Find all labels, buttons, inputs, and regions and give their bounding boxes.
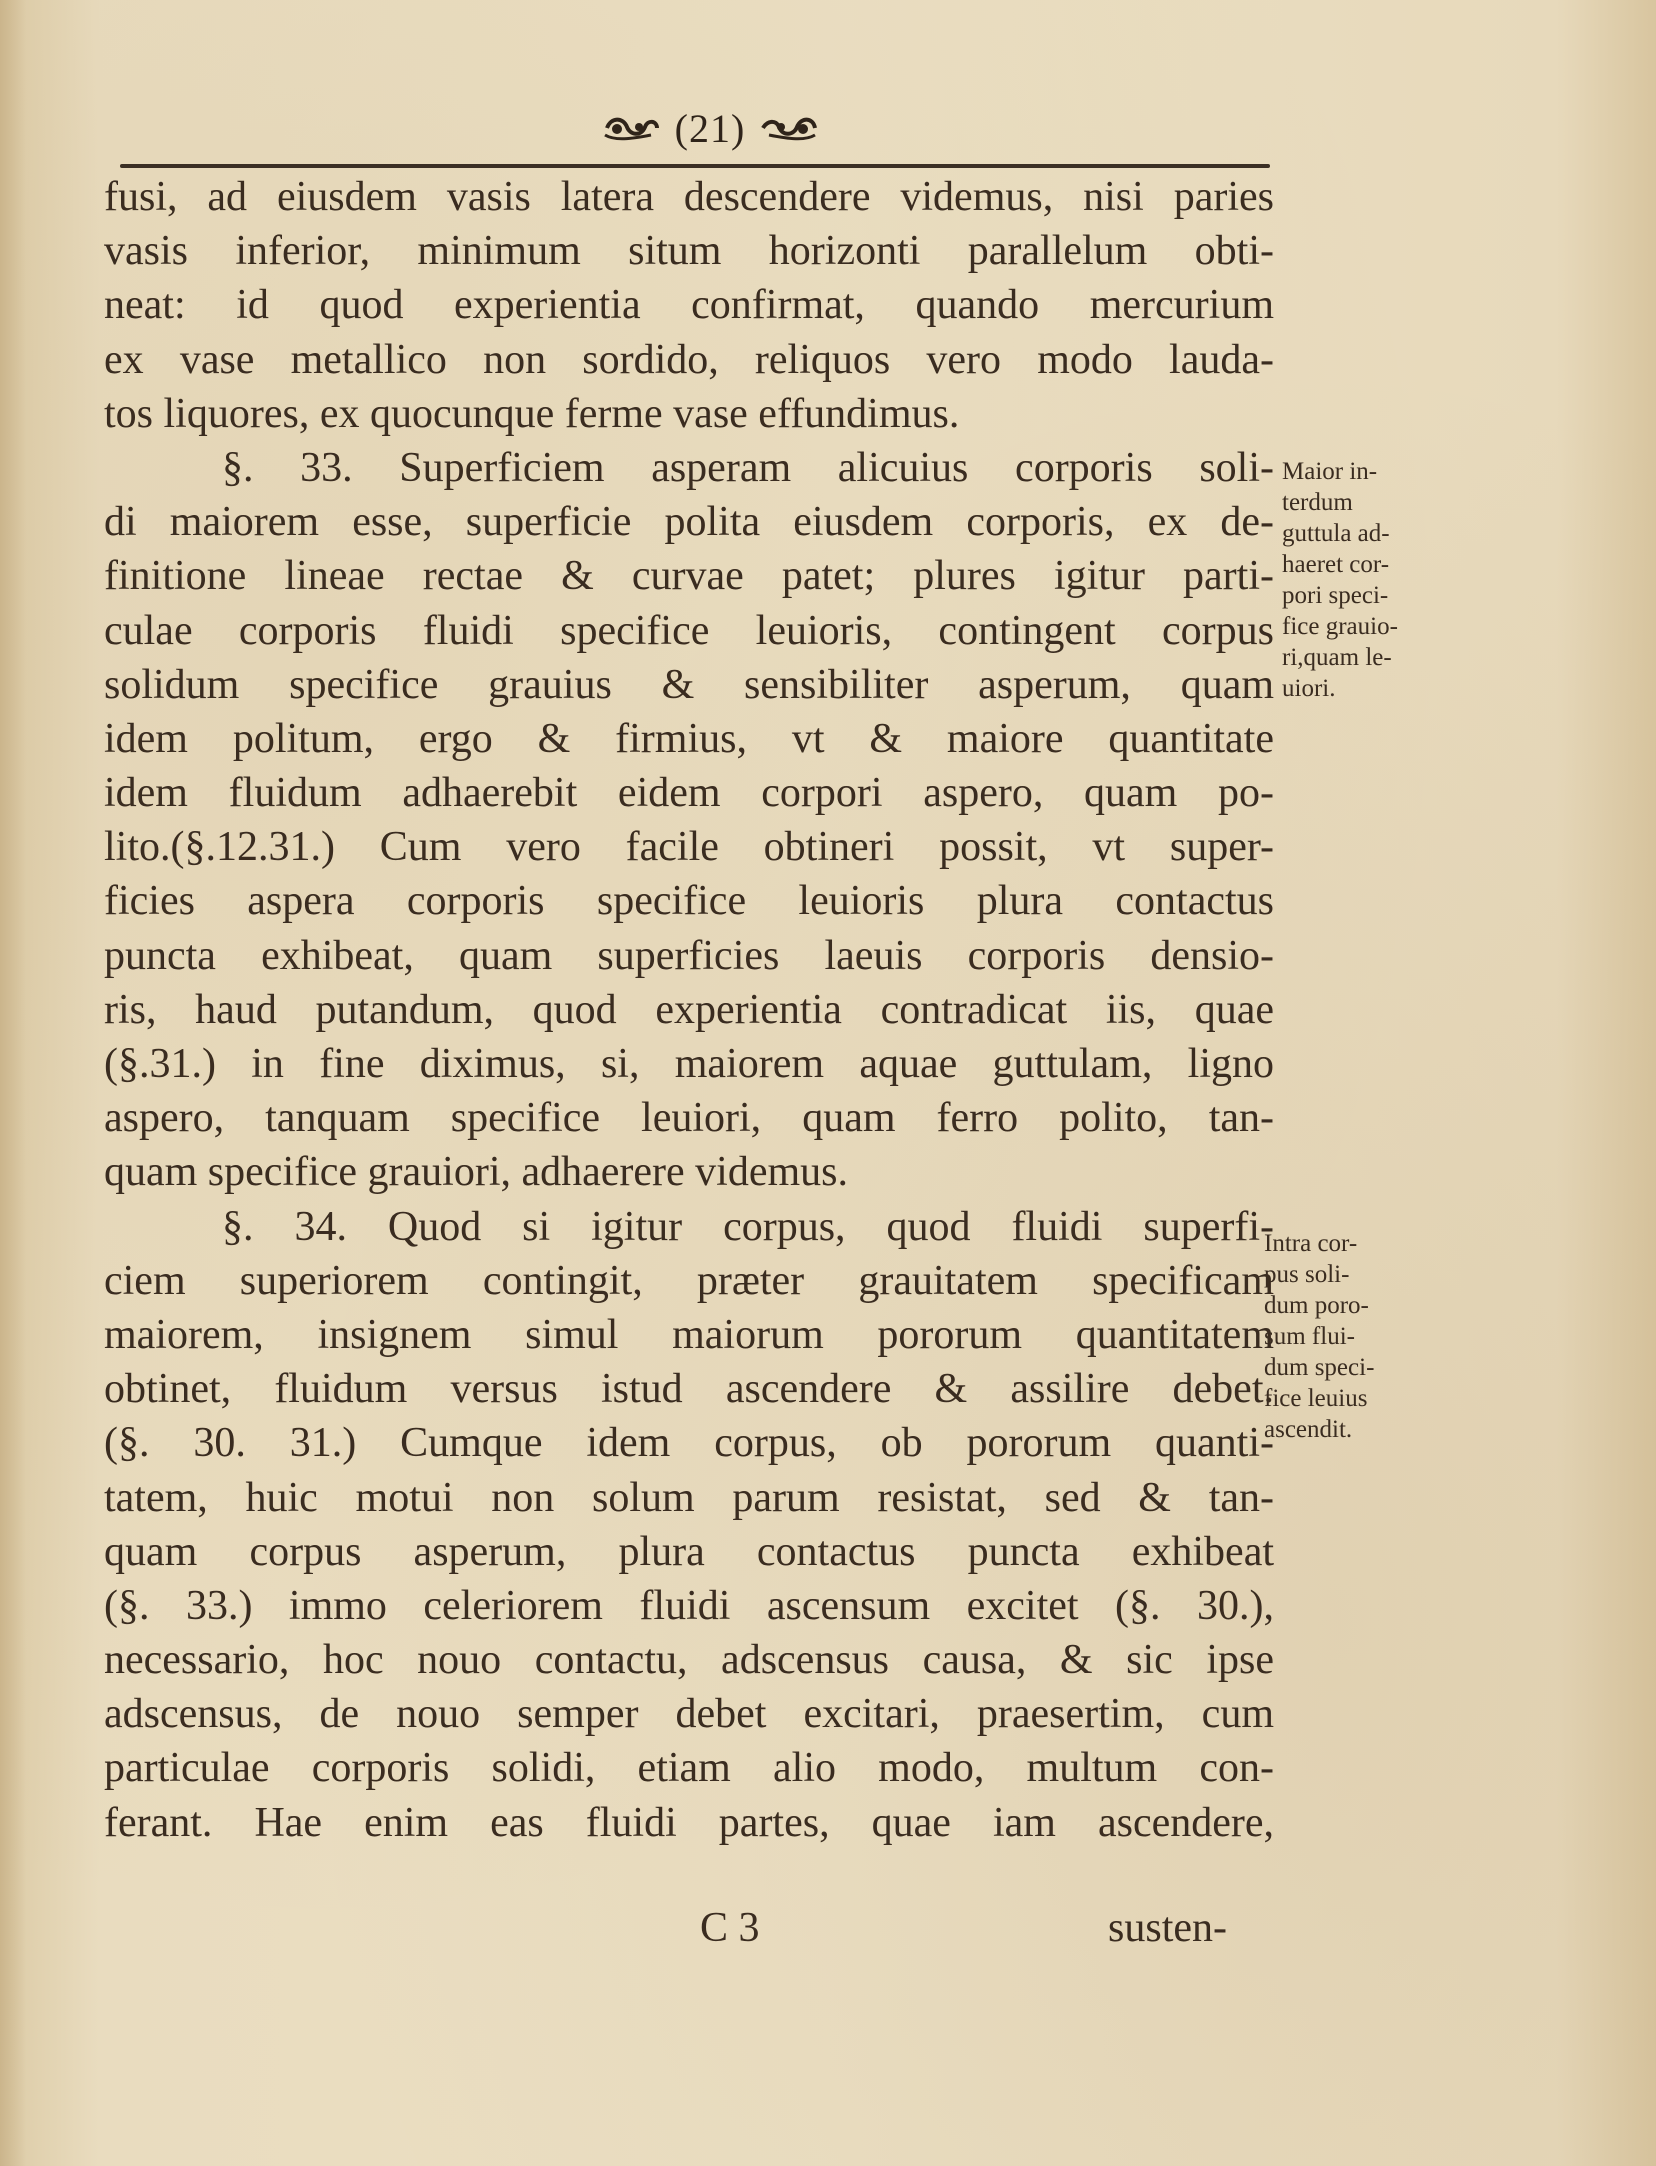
section-33-heading-line: §. 33. Superficiem asperam alicuius corporis soli-: [222, 444, 1274, 491]
text-line: (§.31.) in fine diximus, si, maiorem aquae guttulam, ligno: [104, 1041, 1274, 1087]
margin-note-line: terdum: [1282, 489, 1353, 516]
ornament-right-icon: [759, 113, 819, 143]
main-text-block: [104, 170, 1274, 1850]
text-line: ex vase metallico non sordido, reliquos vero modo lauda-: [104, 336, 1274, 383]
margin-note-line: ascendit.: [1264, 1416, 1353, 1443]
text-line: (§. 30. 31.) Cumque idem corpus, ob pororum quanti-: [104, 1420, 1274, 1467]
text-line: tatem, huic motui non solum parum resistat, sed & tan-: [104, 1474, 1274, 1521]
running-head: [570, 104, 850, 152]
text-line: quam specifice grauiori, adhaerere videmus.: [104, 1149, 849, 1196]
text-line: di maiorem esse, superficie polita eiusdem corporis, ex de-: [104, 499, 1274, 546]
margin-note-line: dum poro-: [1264, 1292, 1369, 1319]
margin-note-line: sum flui-: [1264, 1323, 1355, 1350]
catchword: susten-: [1108, 1905, 1227, 1951]
section-34-heading-line: §. 34. Quod si igitur corpus, quod fluidi superfi-: [222, 1203, 1274, 1250]
margin-note-line: haeret cor-: [1282, 551, 1390, 578]
text-line: obtinet, fluidum versus istud ascendere & assilire debet.: [104, 1366, 1274, 1413]
signature-mark: C 3: [700, 1905, 760, 1951]
text-line: tos liquores, ex quocunque ferme vase effundimus.: [104, 390, 960, 437]
gutter-shadow: [0, 0, 26, 2166]
text-line: aspero, tanquam specifice leuiori, quam ferro polito, tan-: [104, 1095, 1274, 1142]
text-line: idem politum, ergo & firmius, vt & maiore quantitate: [104, 715, 1274, 762]
margin-note-line: uiori.: [1282, 675, 1336, 702]
margin-note-line: Intra cor-: [1264, 1230, 1358, 1257]
text-line: maiorem, insignem simul maiorum pororum quantitatem: [104, 1311, 1274, 1358]
margin-note-33: [1282, 456, 1398, 704]
margin-note-line: Maior in-: [1282, 458, 1378, 485]
margin-note-line: pus soli-: [1264, 1261, 1350, 1288]
text-line: neat: id quod experientia confirmat, quando mercurium: [104, 282, 1274, 329]
text-line: fusi, ad eiusdem vasis latera descendere videmus, nisi paries: [104, 174, 1274, 220]
margin-note-line: dum speci-: [1264, 1354, 1375, 1381]
text-line: vasis inferior, minimum situm horizonti parallelum obti-: [104, 228, 1274, 275]
text-line: finitione lineae rectae & curvae patet; plures igitur parti-: [104, 553, 1274, 600]
margin-note-line: pori speci-: [1282, 582, 1389, 609]
text-line: (§. 33.) immo celeriorem fluidi ascensum excitet (§. 30.),: [104, 1582, 1274, 1629]
text-line: necessario, hoc nouo contactu, adscensus causa, & sic ipse: [104, 1637, 1274, 1684]
text-line: ficies aspera corporis specifice leuioris plura contactus: [104, 878, 1274, 925]
page-number: (21): [674, 105, 746, 151]
margin-note-line: guttula ad-: [1282, 520, 1390, 547]
text-line: puncta exhibeat, quam superficies laeuis corporis densio-: [104, 932, 1274, 979]
header-rule: [120, 164, 1270, 168]
text-line: ris, haud putandum, quod experientia contradicat iis, quae: [104, 986, 1274, 1033]
text-line: ciem superiorem contingit, præter grauitatem specificam: [104, 1257, 1274, 1304]
ornament-left-icon: [601, 113, 661, 143]
text-line: ferant. Hae enim eas fluidi partes, quae iam ascendere,: [104, 1799, 1274, 1846]
margin-note-line: fice grauio-: [1282, 613, 1398, 640]
text-line: quam corpus asperum, plura contactus puncta exhibeat: [104, 1528, 1274, 1575]
text-line: idem fluidum adhaerebit eidem corpori aspero, quam po-: [104, 770, 1274, 817]
text-line: lito.(§.12.31.) Cum vero facile obtineri possit, vt super-: [104, 824, 1274, 871]
text-line: particulae corporis solidi, etiam alio modo, multum con-: [104, 1745, 1274, 1792]
text-line: culae corporis fluidi specifice leuioris, contingent corpus: [104, 607, 1274, 654]
margin-note-line: ri,quam le-: [1282, 644, 1392, 671]
margin-note-line: fice leuius: [1264, 1385, 1368, 1412]
text-line: adscensus, de nouo semper debet excitari, praesertim, cum: [104, 1691, 1274, 1738]
text-line: solidum specifice grauius & sensibiliter asperum, quam: [104, 661, 1274, 708]
margin-note-34: [1264, 1228, 1374, 1445]
